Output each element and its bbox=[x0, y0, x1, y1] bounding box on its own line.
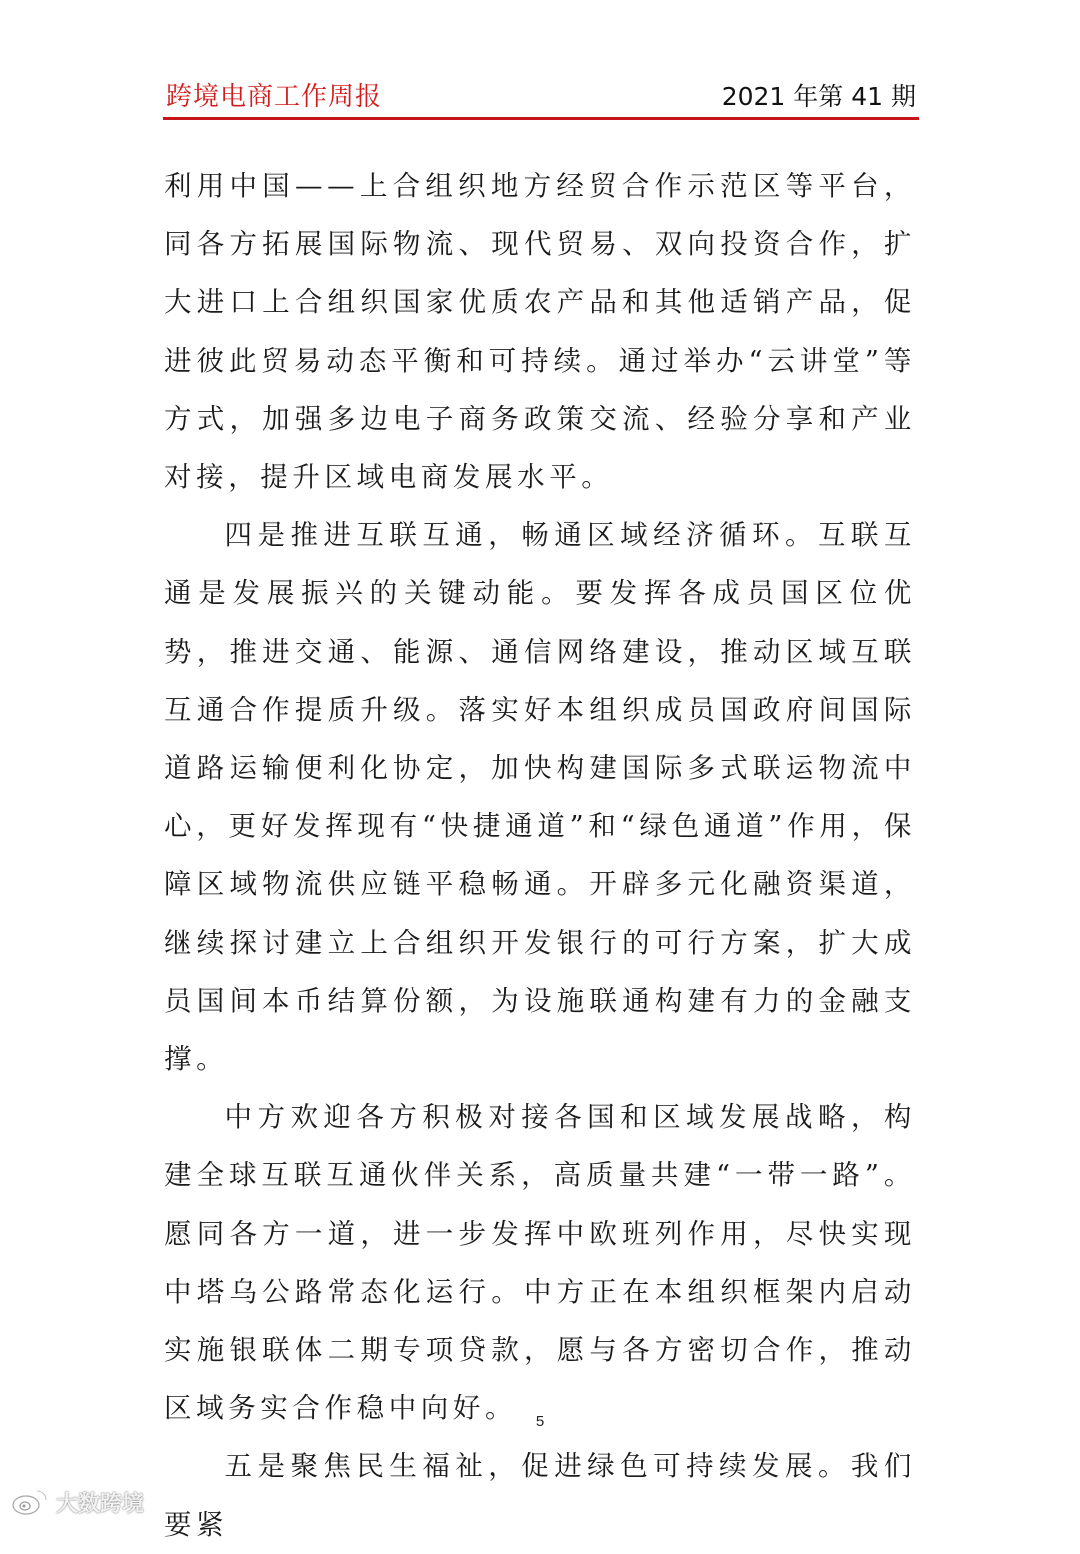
weibo-logo-icon bbox=[10, 1487, 50, 1517]
watermark bbox=[10, 1484, 144, 1520]
page-header bbox=[166, 72, 916, 112]
page-number: 5 bbox=[535, 1413, 545, 1430]
paragraph-1: 利用中国——上合组织地方经贸合作示范区等平台，同各方拓展国际物流、现代贸易、双向投资合作，扩大进口上合组织国家优质农产品和其他适销产品，促进彼此贸易动态平衡和可持续。通过举办“云讲堂”等方式，加强多边电子商务政策交流、经验分享和产业对接，提升区域电商发展水平。 bbox=[164, 170, 916, 494]
paragraph-3: 中方欢迎各方积极对接各国和区域发展战略，构建全球互联互通伙伴关系，高质量共建“一带一路”。愿同各方一道，进一步发挥中欧班列作用，尽快实现中塔乌公路常态化运行。中方正在本组织框架内启动实施银联体二期专项贷款，愿与各方密切合作，推动区域务实合作稳中向好。 bbox=[164, 1101, 916, 1425]
issue-number: 2021 年第 41 期 bbox=[721, 82, 916, 111]
paragraph-2: 四是推进互联互通，畅通区域经济循环。互联互通是发展振兴的关键动能。要发挥各成员国区位优势，推进交通、能源、通信网络建设，推动区域互联互通合作提质升级。落实好本组织成员国政府间国际道路运输便利化协定，加快构建国际多式联运物流中心，更好发挥现有“快捷通道”和“绿色通道”作用，保障区域物流供应链平稳畅通。开辟多元化融资渠道，继续探讨建立上合组织开发银行的可行方案，扩大成员国间本币结算份额，为设施联通构建有力的金融支撑。 bbox=[164, 519, 916, 1076]
paragraph-4: 五是聚焦民生福祉，促进绿色可持续发展。我们要紧 bbox=[164, 1450, 916, 1541]
header-divider bbox=[163, 117, 919, 120]
body-text bbox=[164, 157, 916, 1554]
watermark-text: 大数跨境 bbox=[56, 1491, 145, 1517]
newsletter-title: 跨境电商工作周报 bbox=[166, 82, 383, 112]
